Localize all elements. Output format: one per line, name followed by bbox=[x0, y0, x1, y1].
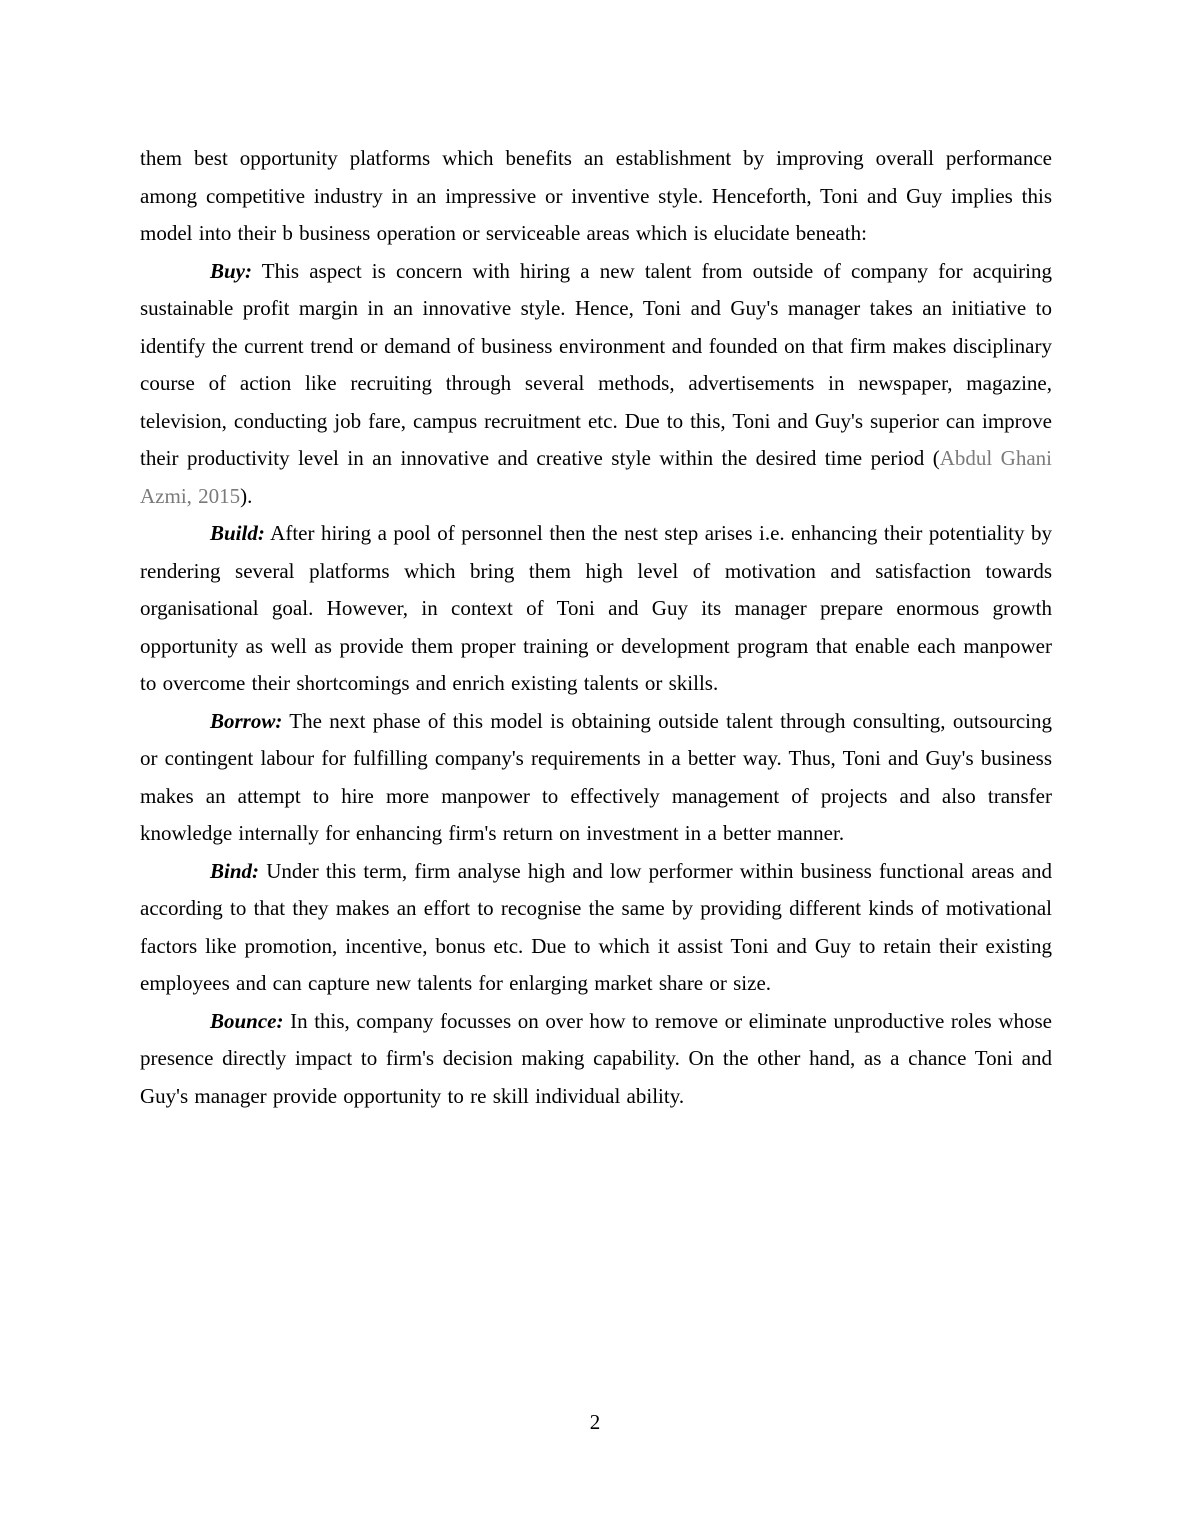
document-content bbox=[140, 140, 1052, 1115]
buy-label: Buy: bbox=[210, 258, 252, 283]
bounce-label: Bounce: bbox=[210, 1008, 284, 1033]
paragraph-build bbox=[140, 515, 1052, 703]
citation-abdul-ghani-azmi: Abdul Ghani Azmi, 2015 bbox=[140, 446, 1052, 508]
borrow-label: Borrow: bbox=[210, 708, 283, 733]
page-number: 2 bbox=[589, 1410, 601, 1434]
bind-label: Bind: bbox=[210, 858, 260, 883]
intro-paragraph bbox=[140, 140, 1052, 253]
paragraph-buy bbox=[140, 253, 1052, 516]
build-label: Build: bbox=[210, 521, 265, 545]
buy-body: This aspect is concern with hiring a new talent from outside of company for acquiring sustainable profit margin in an innovative style. Hence, Toni and Guy's manager takes an initiative to identify the current trend or demand of business environment and founded on that firm makes disciplinary course of action like recruiting through several methods, advertisements in newspaper, magazine, television, conducting job fare, campus recruitment etc. Due to this, Toni and Guy's superior can improve their productivity level in an innovative and creative style within the desired time period ( bbox=[140, 258, 1052, 470]
paragraph-borrow bbox=[140, 703, 1052, 853]
build-body: After hiring a pool of personnel then the nest step arises i.e. enhancing their potentiality by rendering several platforms which bring them high level of motivation and satisfaction towards organisational goal. However, in context of Toni and Guy its manager prepare enormous growth opportunity as well as provide them proper training or development program that enable each manpower to overcome their shortcomings and enrich existing talents or skills. bbox=[140, 521, 1052, 695]
bind-body: Under this term, firm analyse high and low performer within business functional areas and according to that they makes an effort to recognise the same by providing different kinds of motivational factors like promotion, incentive, bonus etc. Due to which it assist Toni and Guy to retain their existing employees and can capture new talents for enlarging market share or size. bbox=[140, 858, 1052, 995]
buy-body-after: ). bbox=[240, 483, 253, 508]
bounce-body: In this, company focusses on over how to remove or eliminate unproductive roles whose presence directly impact to firm's decision making capability. On the other hand, as a chance Toni and Guy's manager provide opportunity to re skill individual ability. bbox=[140, 1008, 1052, 1108]
borrow-body: The next phase of this model is obtaining outside talent through consulting, outsourcing or contingent labour for fulfilling company's requirements in a better way. Thus, Toni and Guy's business makes an attempt to hire more manpower to effectively management of projects and also transfer knowledge internally for enhancing firm's return on investment in a better manner. bbox=[140, 708, 1052, 845]
paragraph-bounce bbox=[140, 1003, 1052, 1116]
intro-paragraph-text: them best opportunity platforms which benefits an establishment by improving overall performance among competitive industry in an impressive or inventive style. Henceforth, Toni and Guy implies this model into their b business operation or serviceable areas which is elucidate beneath: bbox=[140, 146, 1052, 245]
paragraph-bind bbox=[140, 853, 1052, 1003]
